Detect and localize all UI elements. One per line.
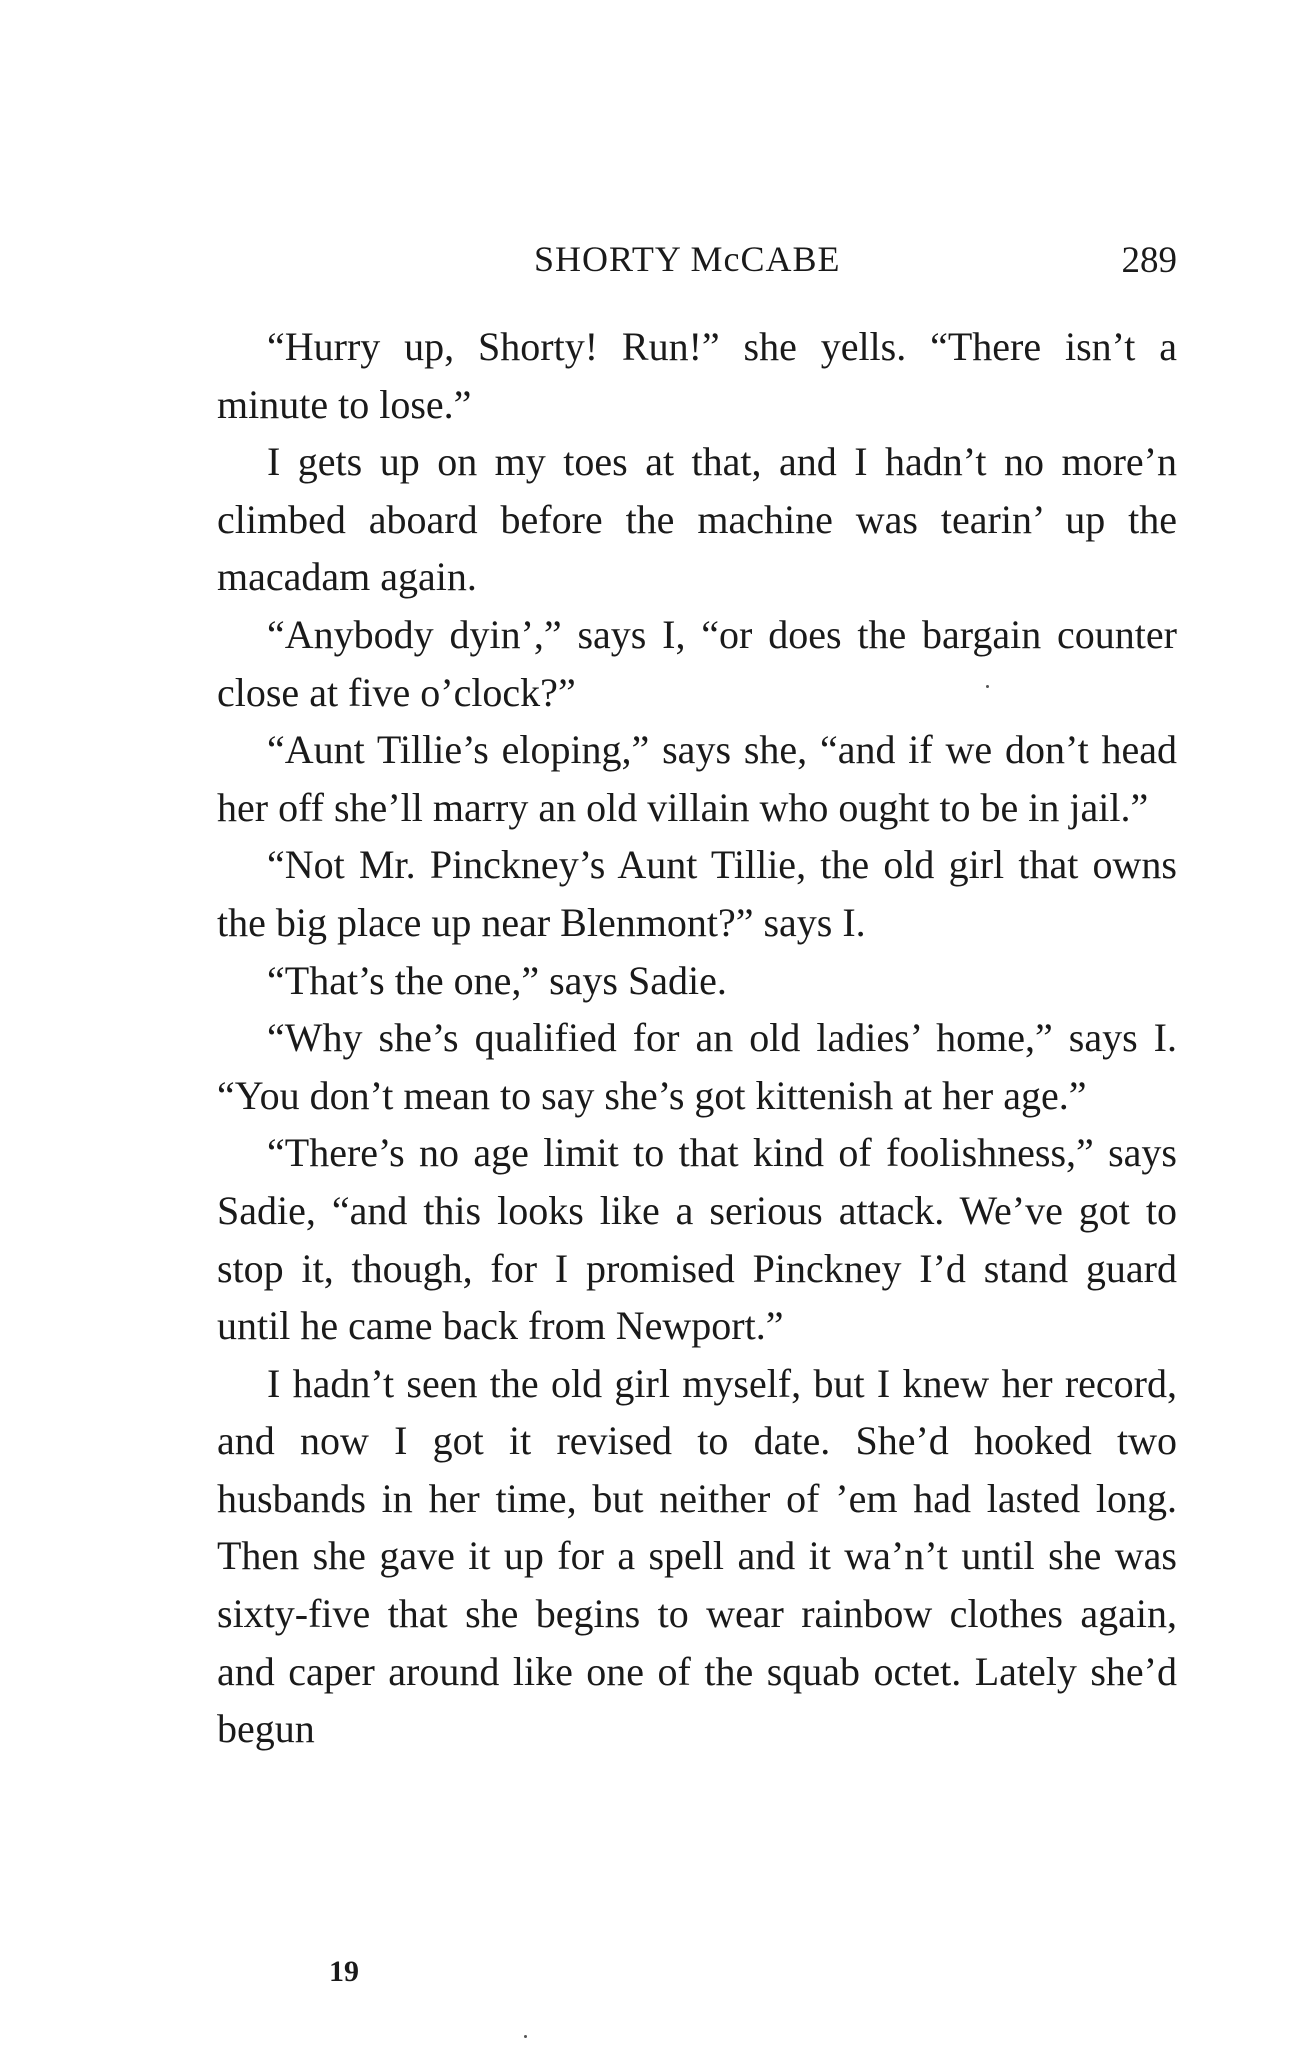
paragraph: I hadn’t seen the old girl myself, but I knew her record, and now I got it revised to date. She’d hooked two husbands in her time, but neither of ’em had lasted long. Then she gave it up for a spell and it wa’n’t until she was sixty-five that she begins to wear rainbow clothes again, and caper around like one of the squab octet. Lately she’d begun [217, 1360, 1177, 1752]
running-title: SHORTY McCABE [534, 239, 841, 279]
page-number: 289 [1121, 240, 1177, 281]
paragraph: “That’s the one,” says Sadie. [267, 957, 727, 1003]
ink-speck [524, 2035, 527, 2038]
paragraph: “Anybody dyin’,” says I, “or does the bargain counter close at five o’clock?” [217, 611, 1177, 715]
paragraph: “Aunt Tillie’s eloping,” says she, “and if we don’t head her off she’ll marry an old villain who ought to be in jail.” [217, 727, 1177, 830]
paragraph: “Not Mr. Pinckney’s Aunt Tillie, the old girl that owns the big place up near Blenmont?” says I. [217, 842, 1177, 945]
body-text [217, 318, 1177, 1758]
paragraph: I gets up on my toes at that, and I hadn’t no more’n climbed aboard before the machine was tearin’ up the macadam again. [217, 439, 1177, 600]
paragraph: “Why she’s qualified for an old ladies’ home,” says I. “You don’t mean to say she’s got kittenish at her age.” [217, 1015, 1177, 1118]
paragraph: “Hurry up, Shorty! Run!” she yells. “There isn’t a minute to lose.” [217, 324, 1177, 427]
signature-mark: 19 [329, 1955, 359, 1988]
ink-speck [986, 685, 989, 688]
paragraph: “There’s no age limit to that kind of foolishness,” says Sadie, “and this looks like a serious attack. We’ve got to stop it, though, for I promised Pinckney I’d stand guard until he came back from Newport.” [217, 1130, 1177, 1349]
